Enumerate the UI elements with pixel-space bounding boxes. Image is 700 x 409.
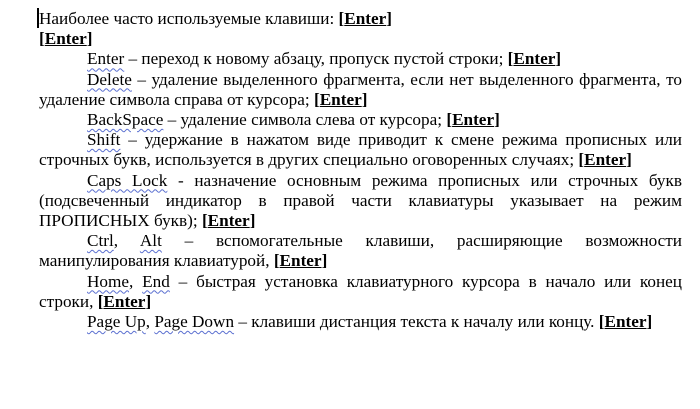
enter-mark: [Enter] [97,291,152,311]
key-description: – удаление символа слева от курсора; [163,110,447,130]
key-name: Ctrl [87,231,114,251]
enter-mark: [Enter] [313,89,368,109]
key-description: – удаление выделенного фрагмента, если нет выделенного фрагмента, то удаление символа справа от курсора; [39,69,682,109]
key-paragraph-ctrl-alt: Ctrl, Alt – вспомогательные клавиши, расширяющие возможности манипулирования клавиатурой, [Enter] [39,231,682,271]
key-name: BackSpace [87,110,164,130]
key-name: Home [87,271,130,291]
key-description: – удержание в нажатом виде приводит к смене режима прописных или строчных букв, используется в других специально оговоренных случаях; [39,130,682,170]
key-paragraph-home-end: Home, End – быстрая установка клавиатурного курсора в начало или конец строки, [Enter] [39,271,683,311]
key-name: Caps Lock [87,170,168,190]
key-description: - назначение основным режима прописных или строчных букв (подсвеченный индикатор в правой части клавиатуры указывает на режим ПРОПИСНЫХ букв); [39,170,682,231]
key-name: Delete [87,69,132,89]
key-name: Enter [87,49,125,69]
heading-paragraph [39,9,682,29]
enter-mark: [Enter] [273,251,328,271]
key-name: Alt [139,231,162,251]
enter-mark: [Enter] [578,150,632,170]
key-description: – вспомогательные клавиши, расширяющие возможности манипулирования клавиатурой, [39,231,682,271]
key-paragraph-enter [39,49,682,69]
key-name: Shift [87,130,121,150]
key-name: End [142,271,170,291]
enter-mark: [Enter] [598,312,653,332]
enter-mark: [Enter] [201,211,256,231]
key-name: Page Down [154,312,235,332]
heading-text: Наиболее часто используемые клавиши: [39,9,335,28]
key-description: – быстрая установка клавиатурного курсора в начало или конец строки, [39,271,683,311]
key-paragraph-shift [39,130,682,170]
key-paragraph-backspace [39,110,682,130]
key-description: – клавиши дистанция текста к началу или концу. [234,312,599,332]
enter-mark: [Enter] [507,49,562,69]
enter-mark: [Enter] [446,110,500,130]
key-name: Page Up [87,312,146,332]
enter-paragraph [39,29,682,49]
key-description: – переход к новому абзацу, пропуск пустой строки; [124,49,508,69]
enter-mark: [Enter] [39,29,93,49]
enter-mark: [Enter] [338,9,392,28]
key-paragraph-pageup-pagedown: Page Up, Page Down – клавиши дистанция текста к началу или концу. [Enter] [87,312,653,332]
key-paragraph-capslock [39,171,682,232]
key-paragraph-delete [39,70,682,110]
document-body[interactable] [39,9,682,332]
